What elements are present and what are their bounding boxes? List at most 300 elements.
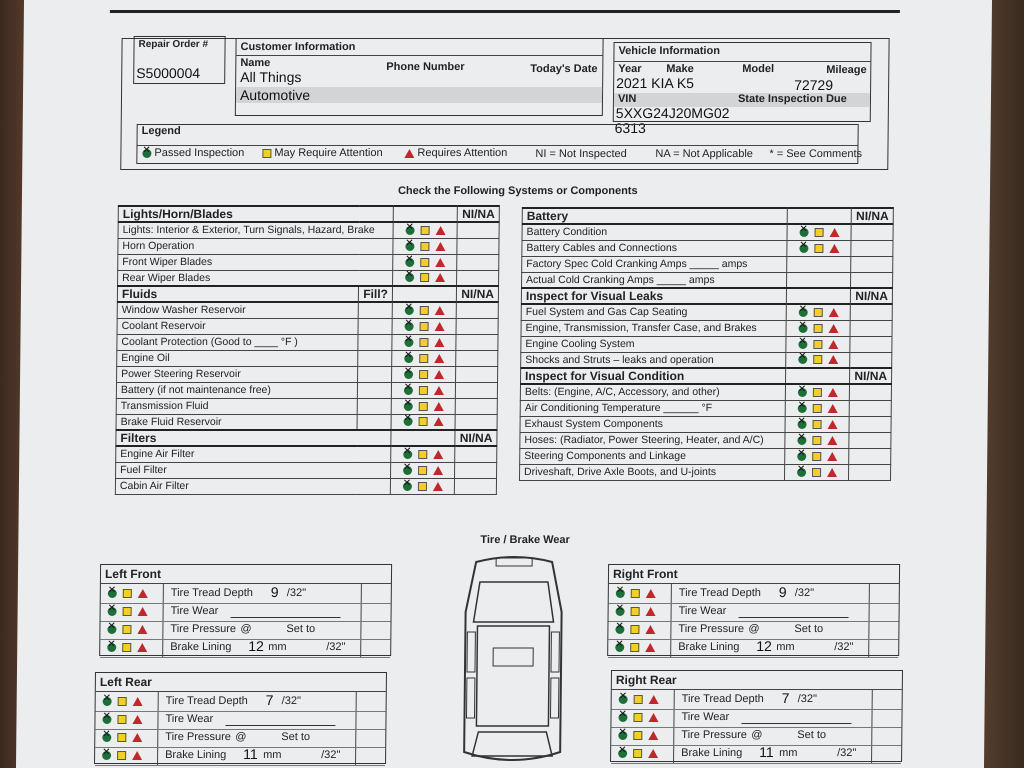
section-title: Filters — [116, 430, 391, 446]
status-icons[interactable] — [787, 240, 851, 256]
green-check-icon — [107, 643, 116, 652]
checklist-row — [117, 366, 498, 382]
checklist-item: Coolant Reservoir — [117, 318, 358, 334]
checklist-row — [117, 302, 498, 318]
red-triangle-icon — [138, 607, 148, 616]
yellow-square-icon — [420, 242, 429, 251]
mileage-label: Mileage — [826, 64, 867, 76]
status-icons[interactable] — [392, 382, 456, 398]
na-checkbox[interactable] — [456, 334, 498, 350]
lining-unit-32: /32" — [326, 641, 346, 653]
status-icons[interactable] — [391, 478, 455, 494]
legend-title: Legend — [141, 125, 181, 137]
checklist-item: Front Wiper Blades — [118, 254, 393, 270]
legend-na: NA = Not Applicable — [655, 148, 754, 160]
yellow-square-icon — [420, 226, 429, 235]
tire-row-label: Tire Tread Depth — [678, 587, 762, 599]
na-checkbox[interactable] — [457, 222, 499, 238]
yellow-square-icon — [813, 355, 822, 364]
green-check-icon — [798, 340, 807, 349]
tire-row-label: Tire Tread Depth — [681, 693, 764, 705]
green-check-icon — [798, 324, 807, 333]
right-checklist — [519, 207, 894, 481]
na-checkbox[interactable] — [850, 352, 892, 368]
pressure-set: Set to — [797, 729, 827, 741]
checklist-item: Rear Wiper Blades — [118, 270, 393, 286]
vehicle-box — [613, 42, 872, 122]
yellow-square-icon — [122, 643, 131, 652]
red-triangle-icon — [828, 340, 838, 349]
green-check-icon — [798, 388, 807, 397]
red-triangle-icon — [137, 625, 147, 634]
checklist-row — [520, 400, 891, 416]
tire-title: Tire / Brake Wear — [480, 534, 570, 546]
na-checkbox[interactable] — [850, 304, 892, 320]
green-check-icon — [799, 228, 808, 237]
status-icons[interactable] — [787, 256, 851, 272]
vin-value-2: 6313 — [614, 120, 646, 136]
status-icons[interactable] — [786, 320, 850, 336]
na-checkbox[interactable] — [851, 224, 893, 240]
tire-box-rf — [607, 564, 900, 656]
vin-value: 5XXG24J20MG02 — [615, 105, 730, 121]
lining-value: 12 — [248, 638, 264, 654]
tread-depth-value: 9 — [270, 584, 279, 600]
status-icons[interactable] — [393, 270, 457, 286]
section-title: Battery — [522, 208, 787, 224]
checklist-row — [522, 272, 893, 288]
red-triangle-icon — [828, 388, 838, 397]
section-title: Inspect for Visual Condition — [521, 368, 786, 384]
yellow-square-icon — [419, 354, 428, 363]
na-checkbox[interactable] — [455, 478, 497, 494]
lining-unit-mm: mm — [263, 749, 282, 761]
legend-passed: Passed Inspection — [154, 147, 245, 159]
status-icons[interactable] — [391, 462, 455, 478]
repair-order-label: Repair Order # — [138, 39, 209, 50]
yellow-square-icon — [813, 404, 822, 413]
na-checkbox[interactable] — [850, 336, 892, 352]
red-triangle-icon — [434, 370, 444, 379]
yellow-square-icon — [419, 370, 428, 379]
checklist-item: Battery (if not maintenance free) — [116, 382, 357, 398]
green-check-icon — [404, 370, 413, 379]
status-icons[interactable] — [786, 352, 850, 368]
green-check-icon — [107, 625, 116, 634]
checklist-item: Coolant Protection (Good to ____ °F ) — [117, 334, 358, 350]
green-check-icon — [799, 244, 808, 253]
model-label: Model — [742, 63, 775, 75]
yellow-square-icon — [812, 468, 821, 477]
pressure-at: @ — [235, 731, 247, 743]
red-triangle-icon — [829, 228, 839, 237]
yellow-square-icon — [630, 643, 639, 652]
lining-value: 11 — [759, 744, 774, 760]
fill-checkbox[interactable] — [358, 334, 392, 350]
na-checkbox[interactable] — [456, 318, 498, 334]
pressure-at: @ — [751, 729, 763, 741]
na-checkbox[interactable] — [456, 350, 498, 366]
fill-checkbox[interactable] — [359, 302, 393, 318]
green-check-icon — [103, 697, 112, 706]
lining-value: 11 — [243, 746, 258, 762]
checklist-item: Power Steering Reservoir — [117, 366, 358, 382]
lining-unit-mm: mm — [268, 641, 287, 653]
yellow-square-icon — [418, 466, 427, 475]
checklist-item: Engine Air Filter — [116, 446, 391, 462]
red-triangle-icon — [649, 695, 659, 704]
customer-box — [235, 38, 604, 116]
na-label: NI/NA — [457, 286, 499, 302]
red-triangle-icon — [434, 402, 444, 411]
checklist-row — [520, 384, 891, 400]
vehicle-label: Vehicle Information — [618, 45, 721, 57]
customer-name: All Things — [240, 69, 302, 85]
red-triangle-icon — [829, 244, 839, 253]
checklist-row — [116, 446, 497, 462]
year-label: Year — [618, 63, 642, 75]
repair-order-value: S5000004 — [136, 65, 201, 81]
green-check-icon — [799, 308, 808, 317]
lining-unit-mm: mm — [779, 747, 798, 759]
status-icons[interactable] — [392, 398, 456, 414]
checklist-item: Lights: Interior & Exterior, Turn Signals, Hazard, Brake — [118, 222, 393, 238]
green-check-icon — [618, 749, 627, 758]
tire-box-title: Right Front — [612, 567, 678, 581]
red-triangle-icon — [132, 715, 142, 724]
red-triangle-icon — [648, 731, 658, 740]
fill-label: Fill? — [359, 286, 393, 302]
checklist-row — [519, 464, 890, 480]
green-check-icon — [404, 386, 413, 395]
green-check-icon — [798, 355, 807, 364]
yellow-square-icon — [122, 625, 131, 634]
checklist-item: Cabin Air Filter — [115, 478, 390, 494]
make-label: Make — [666, 63, 694, 75]
checklist-row — [116, 414, 497, 430]
na-checkbox[interactable] — [455, 462, 497, 478]
na-checkbox[interactable] — [455, 446, 497, 462]
yellow-square-icon — [419, 338, 428, 347]
na-label: NI/NA — [458, 206, 500, 222]
yellow-square-icon — [631, 607, 640, 616]
red-triangle-icon — [828, 324, 838, 333]
na-checkbox[interactable] — [850, 320, 892, 336]
red-triangle-icon — [435, 242, 445, 251]
red-triangle-icon — [132, 751, 142, 760]
yellow-square-icon — [634, 695, 643, 704]
status-icons[interactable] — [785, 464, 849, 480]
na-checkbox[interactable] — [849, 400, 891, 416]
checklist-row — [520, 432, 891, 448]
fill-checkbox[interactable] — [357, 414, 391, 430]
checklist-row — [118, 254, 499, 270]
legend-may: May Require Attention — [274, 147, 383, 159]
status-icons[interactable] — [391, 446, 455, 462]
green-check-icon — [616, 589, 625, 598]
green-check-icon — [797, 452, 806, 461]
tire-row-label: Tire Pressure — [681, 729, 747, 741]
vin-label: VIN — [617, 93, 637, 105]
na-checkbox[interactable] — [456, 398, 498, 414]
legend-box — [136, 124, 863, 164]
green-check-icon — [619, 695, 628, 704]
status-icons[interactable] — [393, 222, 457, 238]
tire-row-label: Tire Wear — [165, 713, 214, 725]
green-check-icon — [615, 625, 624, 634]
status-icons[interactable] — [785, 432, 849, 448]
tire-row-label: Tire Pressure — [165, 731, 231, 743]
status-icons[interactable] — [392, 366, 456, 382]
na-checkbox[interactable] — [457, 238, 499, 254]
yellow-square-icon — [420, 306, 429, 315]
red-triangle-icon — [828, 404, 838, 413]
green-check-icon — [403, 450, 412, 459]
vehicle-value: 2021 KIA K5 — [616, 75, 695, 91]
lining-unit-32: /32" — [834, 641, 854, 653]
legend-ni: NI = Not Inspected — [535, 148, 627, 160]
na-checkbox[interactable] — [851, 240, 893, 256]
checklist-row — [521, 336, 892, 352]
yellow-square-icon — [813, 324, 822, 333]
yellow-square-icon — [631, 589, 640, 598]
na-checkbox[interactable] — [850, 384, 892, 400]
na-checkbox[interactable] — [849, 416, 891, 432]
tire-box-title: Left Front — [104, 567, 162, 581]
red-triangle-icon — [648, 749, 658, 758]
tire-box-rr — [610, 670, 903, 762]
date-label: Today's Date — [530, 63, 598, 75]
yellow-square-icon — [418, 417, 427, 426]
tread-depth-value: 7 — [265, 692, 274, 708]
yellow-square-icon — [812, 452, 821, 461]
tire-row-label: Tire Wear — [681, 711, 730, 723]
checklist-row — [116, 398, 497, 414]
state-inspection-label: State Inspection Due — [737, 93, 847, 105]
checklist-row — [522, 240, 893, 256]
checklist-row — [521, 304, 892, 320]
status-icons[interactable] — [393, 254, 457, 270]
yellow-square-icon — [813, 340, 822, 349]
green-check-icon — [405, 273, 414, 282]
yellow-square-icon — [813, 388, 822, 397]
mileage-value: 72729 — [794, 77, 834, 93]
na-checkbox[interactable] — [457, 270, 499, 286]
na-checkbox[interactable] — [849, 448, 891, 464]
car-diagram — [456, 552, 570, 768]
tire-row-label: Brake Lining — [165, 749, 227, 761]
green-check-icon — [618, 713, 627, 722]
yellow-square-icon — [117, 733, 126, 742]
green-check-icon — [404, 402, 413, 411]
checklist-item: Brake Fluid Reservoir — [116, 414, 357, 430]
green-check-icon — [405, 242, 414, 251]
checklist-item: Window Washer Reservoir — [117, 302, 358, 318]
section-title: Lights/Horn/Blades — [118, 206, 393, 222]
status-icons[interactable] — [786, 304, 850, 320]
yellow-square-icon — [420, 273, 429, 282]
checklist-row — [522, 224, 893, 240]
tread-depth-value: 7 — [781, 690, 790, 706]
tread-unit: /32" — [281, 695, 301, 707]
checklist-item: Driveshaft, Drive Axle Boots, and U-joints — [519, 464, 784, 480]
checklist-item: Engine Oil — [117, 350, 358, 366]
tread-unit: /32" — [794, 587, 815, 599]
pressure-set: Set to — [794, 623, 824, 635]
checklist-row — [521, 352, 892, 368]
top-rule — [110, 10, 900, 13]
fill-checkbox[interactable] — [358, 382, 392, 398]
red-triangle-icon — [132, 733, 142, 742]
red-triangle-icon — [434, 386, 444, 395]
legend-star: * = See Comments — [769, 148, 863, 160]
fill-checkbox[interactable] — [358, 350, 392, 366]
green-check-icon — [618, 731, 627, 740]
status-icons[interactable] — [785, 448, 849, 464]
na-checkbox[interactable] — [851, 272, 893, 288]
repair-order-box — [133, 36, 226, 84]
checklist-row — [117, 334, 498, 350]
green-check-icon — [102, 733, 111, 742]
red-triangle-icon — [645, 643, 655, 652]
left-checklist — [115, 205, 500, 495]
na-checkbox[interactable] — [457, 302, 499, 318]
status-icons[interactable] — [392, 334, 456, 350]
inspection-form — [16, 0, 992, 768]
status-icons[interactable] — [392, 350, 456, 366]
checklist-row — [118, 270, 499, 286]
checklist-row — [522, 256, 893, 272]
green-check-icon — [616, 607, 625, 616]
checklist-item: Battery Cables and Connections — [522, 240, 787, 256]
red-triangle-icon — [648, 713, 658, 722]
green-check-icon — [404, 338, 413, 347]
green-check-icon — [615, 643, 624, 652]
na-checkbox[interactable] — [457, 254, 499, 270]
na-label: NI/NA — [851, 288, 893, 304]
legend-requires: Requires Attention — [417, 147, 508, 159]
status-icons[interactable] — [786, 336, 850, 352]
yellow-square-icon — [814, 308, 823, 317]
green-check-icon — [404, 322, 413, 331]
green-check-icon — [797, 468, 806, 477]
checklist-item: Factory Spec Cold Cranking Amps _____ amps — [522, 256, 787, 272]
checklist-row — [521, 320, 892, 336]
customer-label: Customer Information — [240, 41, 356, 53]
status-icons[interactable] — [787, 272, 851, 288]
tire-row-label: Tire Tread Depth — [165, 695, 248, 707]
status-icons[interactable] — [393, 238, 457, 254]
na-checkbox[interactable] — [851, 256, 893, 272]
green-check-icon — [797, 420, 806, 429]
red-triangle-icon — [827, 452, 837, 461]
red-triangle-icon — [434, 338, 444, 347]
na-checkbox[interactable] — [849, 464, 891, 480]
red-triangle-icon — [435, 273, 445, 282]
na-label: NI/NA — [852, 208, 894, 224]
green-check-icon — [108, 607, 117, 616]
fill-checkbox[interactable] — [358, 398, 392, 414]
checklist-row — [116, 462, 497, 478]
name-label: Name — [240, 57, 271, 69]
green-check-icon — [405, 258, 414, 267]
checklist-row — [117, 318, 498, 334]
status-icons[interactable] — [393, 302, 457, 318]
pressure-at: @ — [240, 623, 252, 635]
status-icons[interactable] — [785, 400, 849, 416]
red-triangle-icon — [137, 643, 147, 652]
yellow-square-icon — [633, 713, 642, 722]
checklist-item: Actual Cold Cranking Amps _____ amps — [522, 272, 787, 288]
checklist-item: Fuel Filter — [116, 462, 391, 478]
red-triangle-icon — [827, 420, 837, 429]
red-triangle-icon — [435, 306, 445, 315]
na-checkbox[interactable] — [456, 366, 498, 382]
tread-depth-value: 9 — [778, 584, 787, 600]
tire-box-lr — [94, 672, 387, 764]
yellow-square-icon — [117, 715, 126, 724]
na-checkbox[interactable] — [455, 414, 497, 430]
status-icons[interactable] — [785, 416, 849, 432]
red-triangle-icon — [645, 625, 655, 634]
tire-row-label: Tire Wear — [170, 605, 219, 617]
na-checkbox[interactable] — [849, 432, 891, 448]
na-checkbox[interactable] — [456, 382, 498, 398]
checklist-item: Shocks and Struts – leaks and operation — [521, 352, 786, 368]
green-check-icon — [798, 404, 807, 413]
yellow-square-icon — [418, 482, 427, 491]
green-check-icon — [108, 589, 117, 598]
green-check-icon — [404, 354, 413, 363]
yellow-square-icon — [262, 149, 271, 158]
tread-unit: /32" — [286, 587, 307, 599]
fill-checkbox[interactable] — [358, 366, 392, 382]
lining-unit-mm: mm — [776, 641, 795, 653]
tread-unit: /32" — [797, 693, 817, 705]
tire-row-label: Brake Lining — [170, 641, 232, 653]
na-label: NI/NA — [850, 368, 892, 384]
yellow-square-icon — [814, 228, 823, 237]
green-check-icon — [405, 306, 414, 315]
checklist-row — [118, 222, 499, 238]
yellow-square-icon — [419, 386, 428, 395]
red-triangle-icon — [433, 450, 443, 459]
yellow-square-icon — [418, 450, 427, 459]
checklist-item: Fuel System and Gas Cap Seating — [521, 304, 786, 320]
checklist-item: Engine, Transmission, Transfer Case, and Brakes — [521, 320, 786, 336]
status-icons[interactable] — [786, 384, 850, 400]
fill-checkbox[interactable] — [358, 318, 392, 334]
green-check-icon — [403, 482, 412, 491]
tire-row-label: Brake Lining — [681, 747, 743, 759]
yellow-square-icon — [814, 244, 823, 253]
yellow-square-icon — [419, 402, 428, 411]
red-triangle-icon — [433, 466, 443, 475]
status-icons[interactable] — [392, 318, 456, 334]
status-icons[interactable] — [787, 224, 851, 240]
tire-row-label: Tire Tread Depth — [170, 587, 254, 599]
checklist-item: Exhaust System Components — [520, 416, 785, 432]
status-icons[interactable] — [391, 414, 455, 430]
pressure-set: Set to — [286, 623, 316, 635]
section-title: Inspect for Visual Leaks — [521, 288, 786, 304]
checklist-item: Horn Operation — [118, 238, 393, 254]
red-triangle-icon — [435, 258, 445, 267]
red-triangle-icon — [646, 589, 656, 598]
yellow-square-icon — [118, 697, 127, 706]
lining-value: 12 — [756, 638, 772, 654]
red-triangle-icon — [133, 697, 143, 706]
